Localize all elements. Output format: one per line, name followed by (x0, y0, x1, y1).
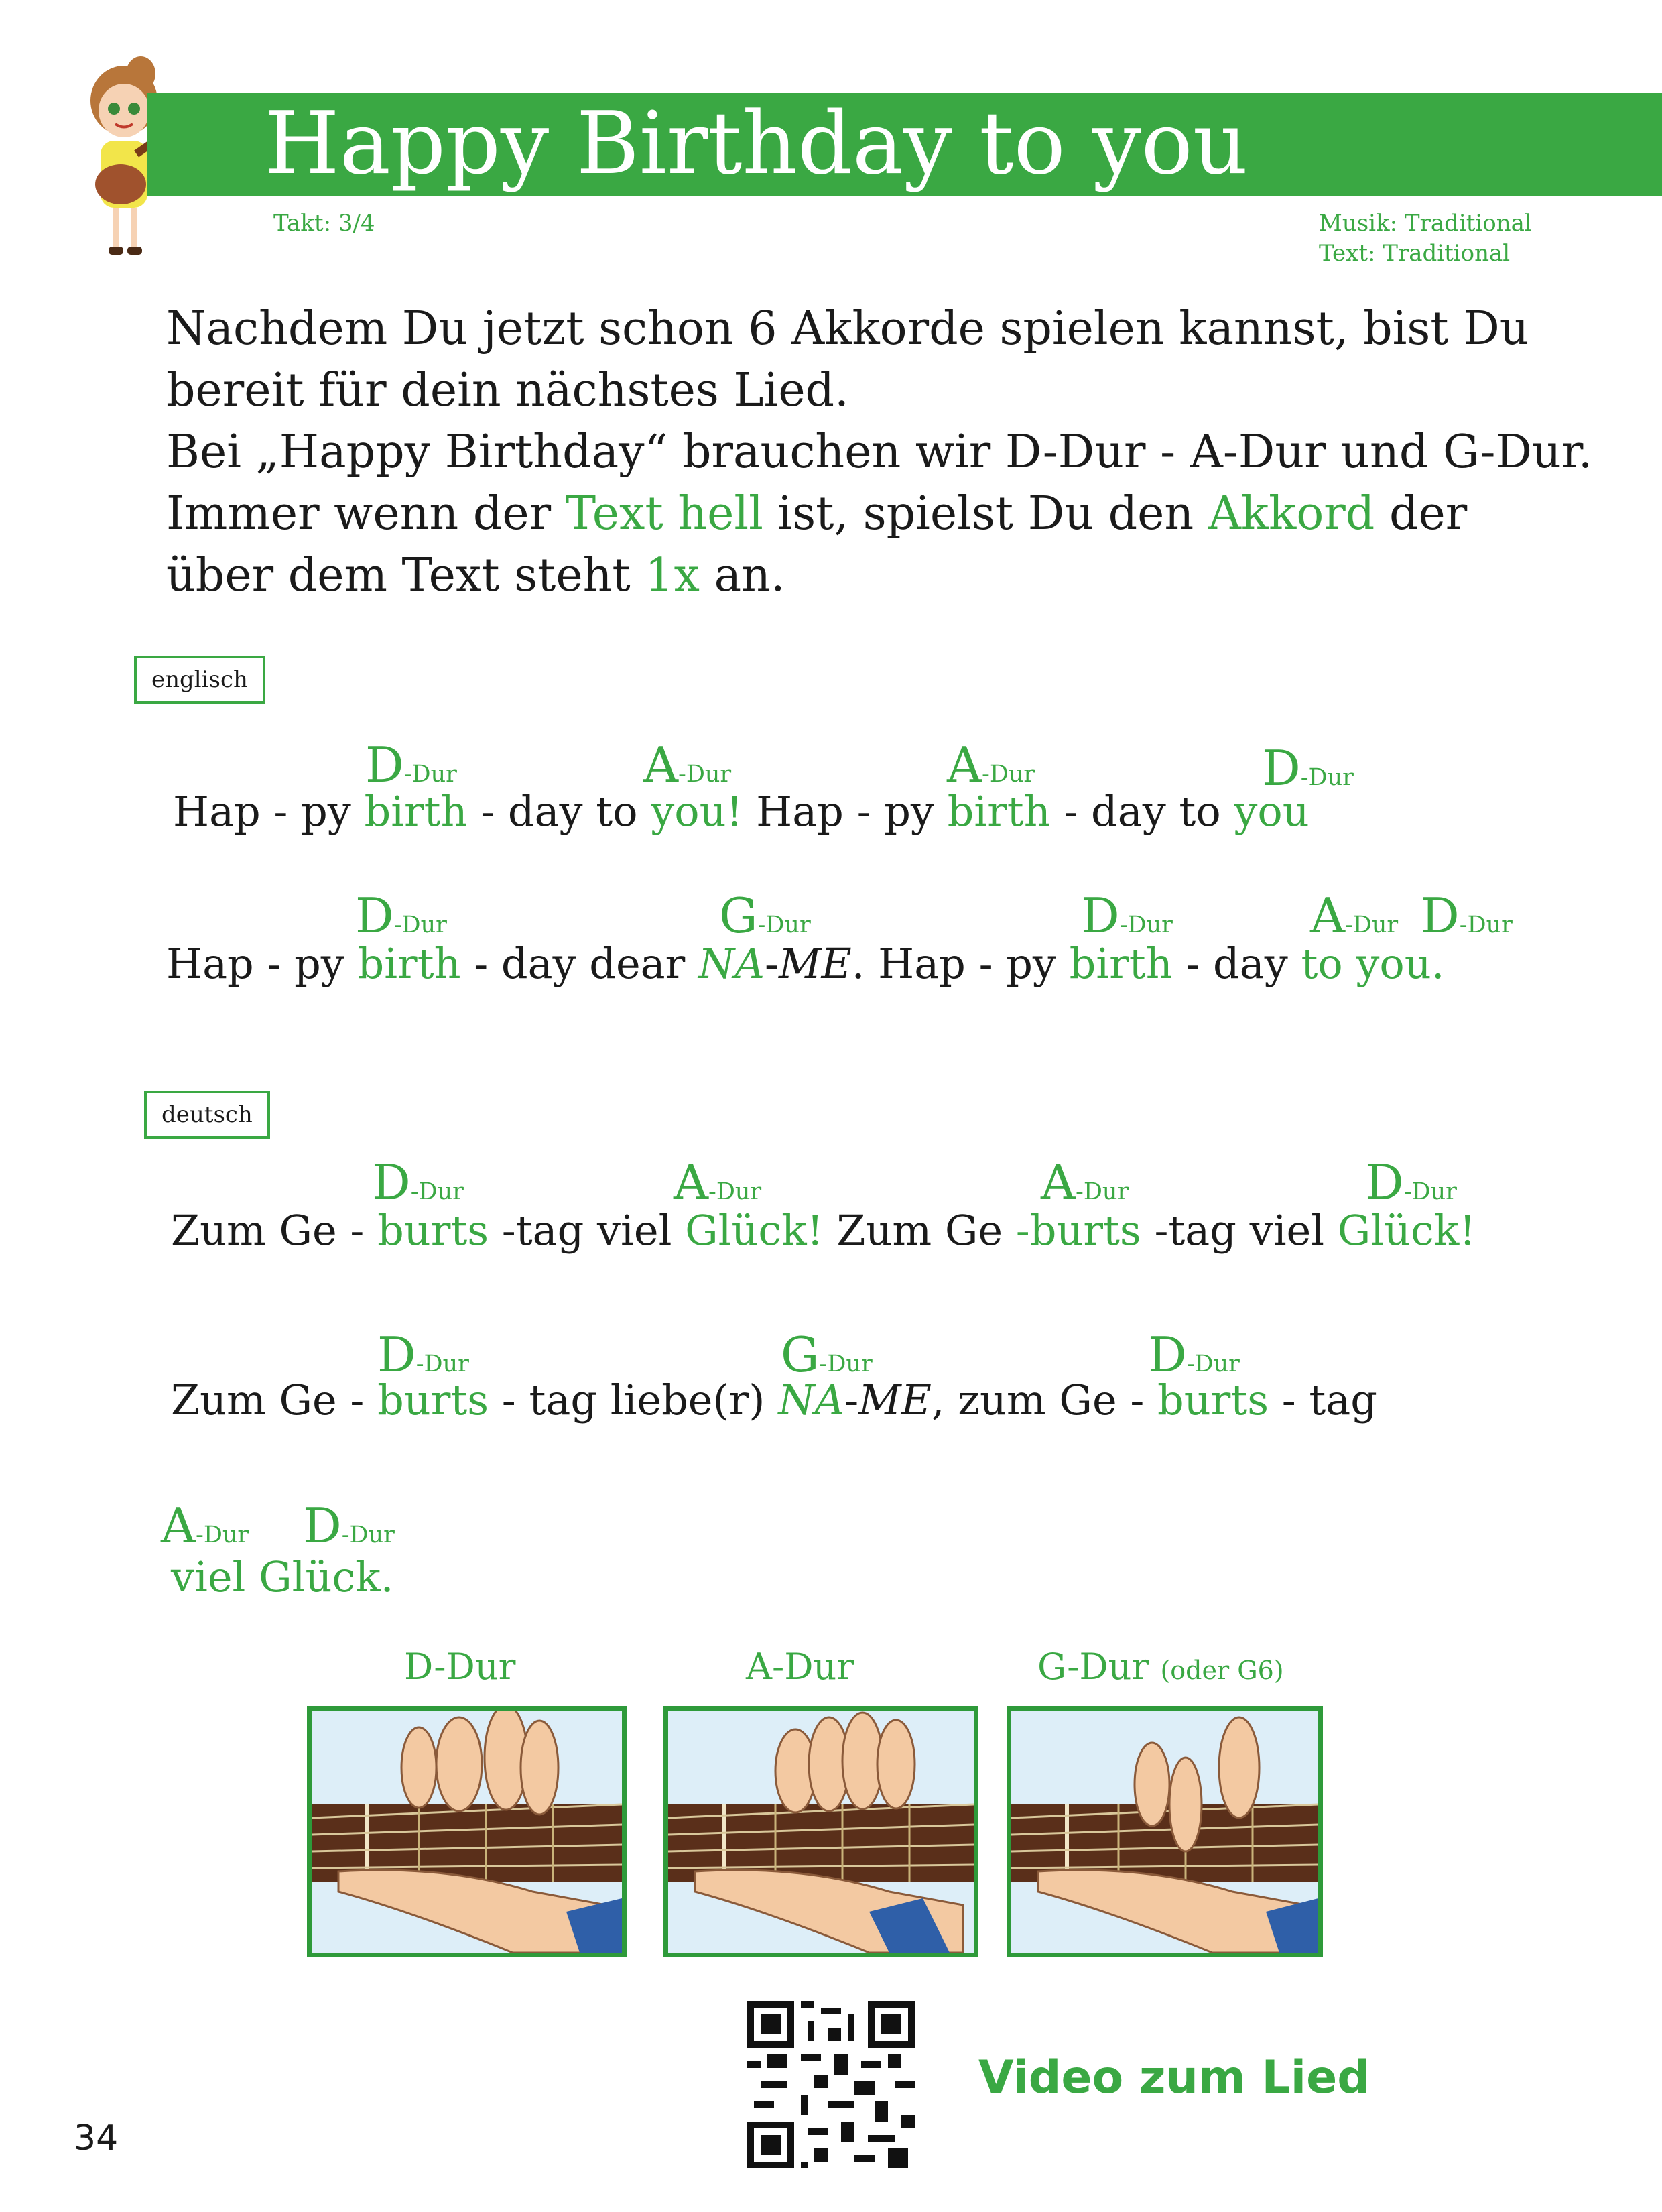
qr-code[interactable] (747, 2001, 915, 2168)
chord-label: D-Dur (1081, 887, 1173, 944)
intro-line: Nachdem Du jetzt schon 6 Akkorde spielen kannst, bist Du (166, 302, 1529, 355)
chord-label: D-Dur (1421, 887, 1513, 944)
video-link-label[interactable]: Video zum Lied (978, 2051, 1370, 2104)
lyric-line: viel Glück. (171, 1552, 394, 1601)
intro-text (166, 298, 1641, 607)
language-tag-german: deutsch (144, 1091, 270, 1139)
hand-on-fretboard-illustration (1011, 1711, 1318, 1953)
lyric-line: Zum Ge - burts -tag viel Glück! Zum Ge -burts -tag viel Glück! (171, 1206, 1476, 1255)
chord-label: D-Dur (372, 1154, 464, 1211)
intro-line: über dem Text steht 1x an. (166, 549, 785, 602)
text-credit: Text: Traditional (1319, 240, 1511, 267)
chord-label: D-Dur (377, 1327, 469, 1383)
hand-on-fretboard-illustration (312, 1711, 622, 1953)
chord-label: A-Dur (947, 737, 1035, 793)
intro-line: Immer wenn der Text hell ist, spielst Du den Akkord der (166, 487, 1468, 540)
diagram-caption-g: G-Dur (oder G6) (1037, 1646, 1284, 1688)
chord-diagram-d (307, 1706, 627, 1957)
song-title: Happy Birthday to you (265, 94, 1249, 194)
chord-label: A-Dur (643, 737, 732, 793)
language-tag-english: englisch (134, 656, 265, 704)
chord-label: A-Dur (1041, 1154, 1129, 1211)
lyric-line: Hap - py birth - day to you! Hap - py birth - day to you (173, 787, 1309, 836)
lyric-line: Zum Ge - burts - tag liebe(r) NA-ME, zum Ge - burts - tag (171, 1375, 1377, 1424)
chord-label: D-Dur (1365, 1154, 1457, 1211)
intro-line: bereit für dein nächstes Lied. (166, 364, 849, 417)
hand-on-fretboard-illustration (668, 1711, 974, 1953)
highlight-1x: 1x (645, 549, 700, 602)
time-signature: Takt: 3/4 (273, 210, 375, 237)
highlight-text-hell: Text hell (565, 487, 763, 540)
chord-label: A-Dur (674, 1154, 762, 1211)
chord-label: A-Dur (1310, 887, 1399, 944)
chord-label: G-Dur (719, 887, 811, 944)
chord-diagram-g (1007, 1706, 1323, 1957)
lyric-line: Hap - py birth - day dear NA-ME. Hap - py birth - day to you. (166, 939, 1445, 988)
chord-label: D-Dur (303, 1497, 395, 1554)
chord-label: A-Dur (161, 1497, 249, 1554)
intro-line: Bei „Happy Birthday“ brauchen wir D-Dur - A-Dur und G-Dur. (166, 426, 1593, 479)
highlight-akkord: Akkord (1208, 487, 1375, 540)
chord-label: D-Dur (365, 737, 457, 793)
diagram-caption-a: A-Dur (746, 1646, 854, 1688)
music-credit: Musik: Traditional (1319, 210, 1532, 237)
chord-label: D-Dur (355, 887, 447, 944)
page-number: 34 (74, 2118, 119, 2158)
chord-label: D-Dur (1148, 1327, 1240, 1383)
chord-label: G-Dur (781, 1327, 873, 1383)
diagram-caption-d: D-Dur (404, 1646, 516, 1688)
chord-label: D-Dur (1262, 740, 1354, 796)
chord-diagram-a (663, 1706, 978, 1957)
